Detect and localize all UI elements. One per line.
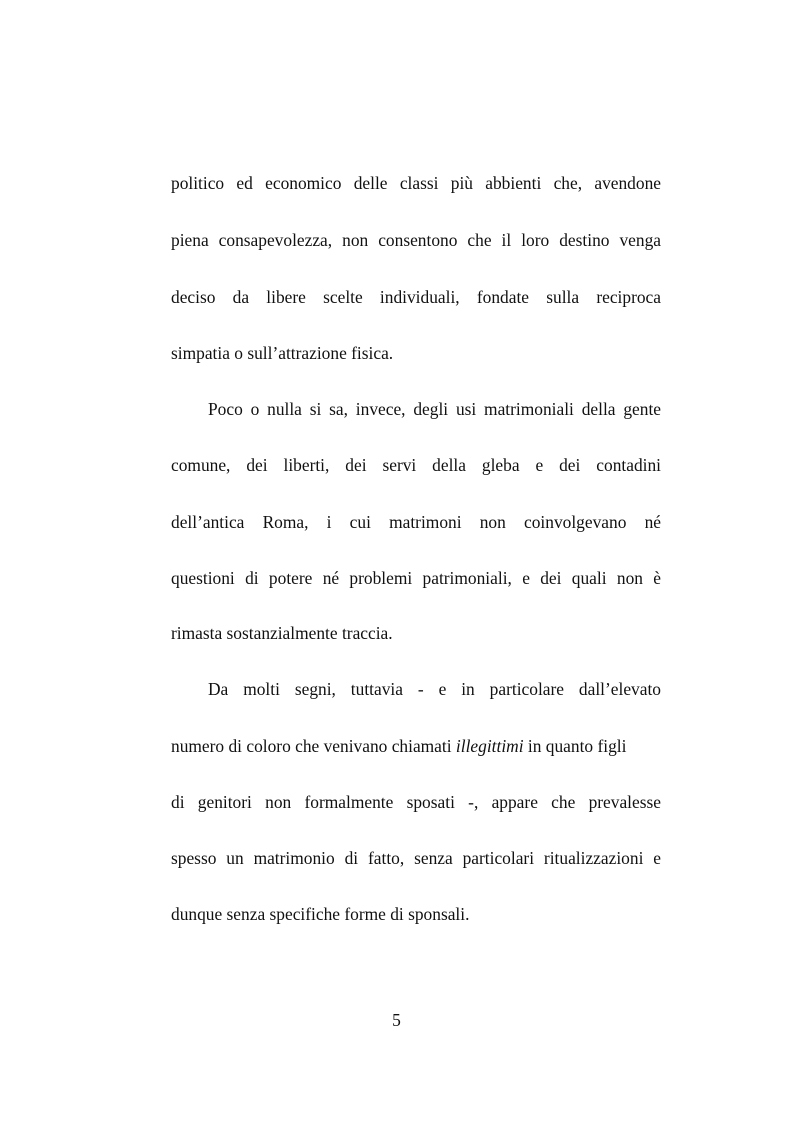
- text-line: politico ed economico delle classi più abbienti che, avendone: [171, 173, 661, 193]
- paragraph-first-line: Poco o nulla si sa, invece, degli usi matrimoniali della gente: [208, 399, 661, 419]
- text-line: di genitori non formalmente sposati -, appare che prevalesse: [171, 792, 661, 812]
- text-segment: numero di coloro che venivano chiamati: [171, 736, 456, 756]
- text-line: comune, dei liberti, dei servi della gleba e dei contadini: [171, 455, 661, 475]
- text-line: dunque senza specifiche forme di sponsali.: [171, 904, 470, 924]
- page-number: 5: [392, 1010, 401, 1030]
- text-line: simpatia o sull’attrazione fisica.: [171, 343, 394, 363]
- text-line: dell’antica Roma, i cui matrimoni non coinvolgevano né: [171, 512, 661, 532]
- text-line: deciso da libere scelte individuali, fondate sulla reciproca: [171, 287, 661, 307]
- text-line-with-emphasis: [171, 734, 661, 758]
- text-line: rimasta sostanzialmente traccia.: [171, 623, 393, 643]
- paragraph-first-line: Da molti segni, tuttavia - e in particolare dall’elevato: [208, 679, 661, 699]
- text-segment: in quanto figli: [523, 736, 627, 756]
- text-line: spesso un matrimonio di fatto, senza particolari ritualizzazioni e: [171, 848, 661, 868]
- italic-term: illegittimi: [455, 736, 524, 756]
- text-line: piena consapevolezza, non consentono che il loro destino venga: [171, 230, 661, 250]
- text-line: questioni di potere né problemi patrimoniali, e dei quali non è: [171, 568, 661, 588]
